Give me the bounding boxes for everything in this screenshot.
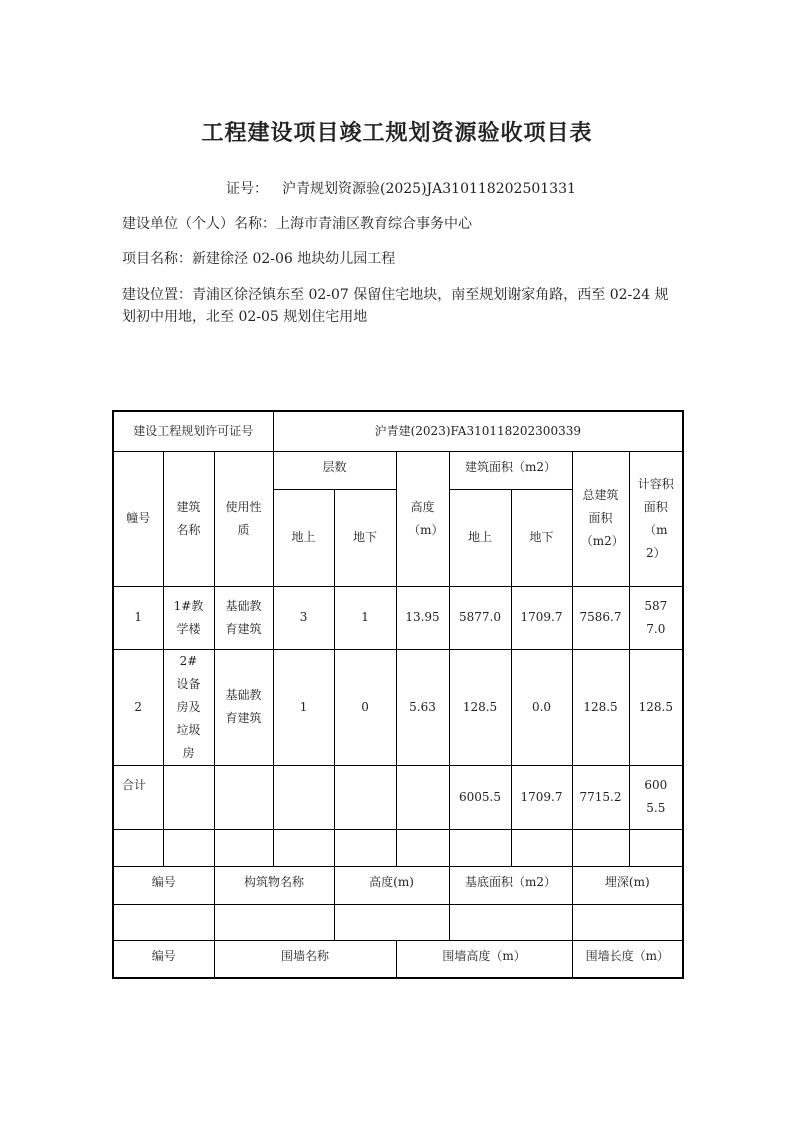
total-area-below: 1709.7 xyxy=(511,765,572,829)
cell-area-below: 1709.7 xyxy=(511,586,572,649)
structure-base-area-header: 基底面积（m2） xyxy=(449,866,572,904)
wall-header-row xyxy=(113,940,683,978)
structure-header-row xyxy=(113,866,683,904)
certificate-line xyxy=(226,178,576,198)
cell-no: 1 xyxy=(113,586,163,649)
cell-area-above: 5877.0 xyxy=(449,586,511,649)
wall-no-header: 编号 xyxy=(113,940,214,978)
total-label: 合计 xyxy=(113,765,163,829)
cell-height: 13.95 xyxy=(396,586,449,649)
certificate-number: 沪青规划资源验(2025)JA310118202501331 xyxy=(282,181,576,197)
header-far-area: 计容积面积（m2） xyxy=(629,451,683,586)
structure-blank-row xyxy=(113,904,683,940)
document-title: 工程建设项目竣工规划资源验收项目表 xyxy=(201,120,593,146)
header-floors-below: 地下 xyxy=(334,489,396,586)
cell-floors-above: 3 xyxy=(273,586,334,649)
total-far: 6005.5 xyxy=(629,765,683,829)
construction-unit: 建设单位（个人）名称：上海市青浦区教育综合事务中心 xyxy=(122,216,472,232)
cell-no: 2 xyxy=(113,649,163,765)
header-building-name: 建筑名称 xyxy=(163,451,214,586)
header-height: 高度（m） xyxy=(396,451,449,586)
cell-far: 128.5 xyxy=(629,649,683,765)
cell-floors-below: 0 xyxy=(334,649,396,765)
header-area-below: 地下 xyxy=(511,489,572,586)
table-row xyxy=(113,649,683,765)
permit-number-cell: 沪青建(2023)FA310118202300339 xyxy=(273,411,683,451)
acceptance-table xyxy=(112,410,684,979)
header-floors: 层数 xyxy=(273,451,396,489)
cell-height: 5.63 xyxy=(396,649,449,765)
header-usage: 使用性质 xyxy=(214,451,273,586)
structure-depth-header: 埋深(m) xyxy=(572,866,683,904)
cell-usage: 基础教育建筑 xyxy=(214,649,273,765)
total-area-above: 6005.5 xyxy=(449,765,511,829)
table-row xyxy=(113,586,683,649)
wall-height-header: 围墙高度（m） xyxy=(396,940,572,978)
header-total-area: 总建筑面积（m2） xyxy=(572,451,629,586)
structure-height-header: 高度(m) xyxy=(334,866,449,904)
cell-total: 7586.7 xyxy=(572,586,629,649)
total-total: 7715.2 xyxy=(572,765,629,829)
structure-no-header: 编号 xyxy=(113,866,214,904)
cell-area-below: 0.0 xyxy=(511,649,572,765)
cell-name: 1#教学楼 xyxy=(163,586,214,649)
cell-area-above: 128.5 xyxy=(449,649,511,765)
wall-name-header: 围墙名称 xyxy=(214,940,396,978)
header-floors-above: 地上 xyxy=(273,489,334,586)
cell-usage: 基础教育建筑 xyxy=(214,586,273,649)
project-name: 项目名称：新建徐泾 02-06 地块幼儿园工程 xyxy=(122,251,396,267)
structure-name-header: 构筑物名称 xyxy=(214,866,334,904)
cell-far: 5877.0 xyxy=(629,586,683,649)
header-area: 建筑面积（m2） xyxy=(449,451,572,489)
header-area-above: 地上 xyxy=(449,489,511,586)
construction-location: 建设位置：青浦区徐泾镇东至 02-07 保留住宅地块，南至规划谢家角路，西至 02-24 规划初中用地，北至 02-05 规划住宅用地 xyxy=(122,287,669,325)
total-row xyxy=(113,765,683,829)
blank-row xyxy=(113,829,683,866)
cell-name: 2#设备房及垃圾房 xyxy=(163,649,214,765)
permit-label-cell: 建设工程规划许可证号 xyxy=(113,411,273,451)
cell-total: 128.5 xyxy=(572,649,629,765)
wall-length-header: 围墙长度（m） xyxy=(572,940,683,978)
certificate-label: 证号： xyxy=(226,181,268,197)
header-building-no: 幢号 xyxy=(113,451,163,586)
cell-floors-above: 1 xyxy=(273,649,334,765)
cell-floors-below: 1 xyxy=(334,586,396,649)
